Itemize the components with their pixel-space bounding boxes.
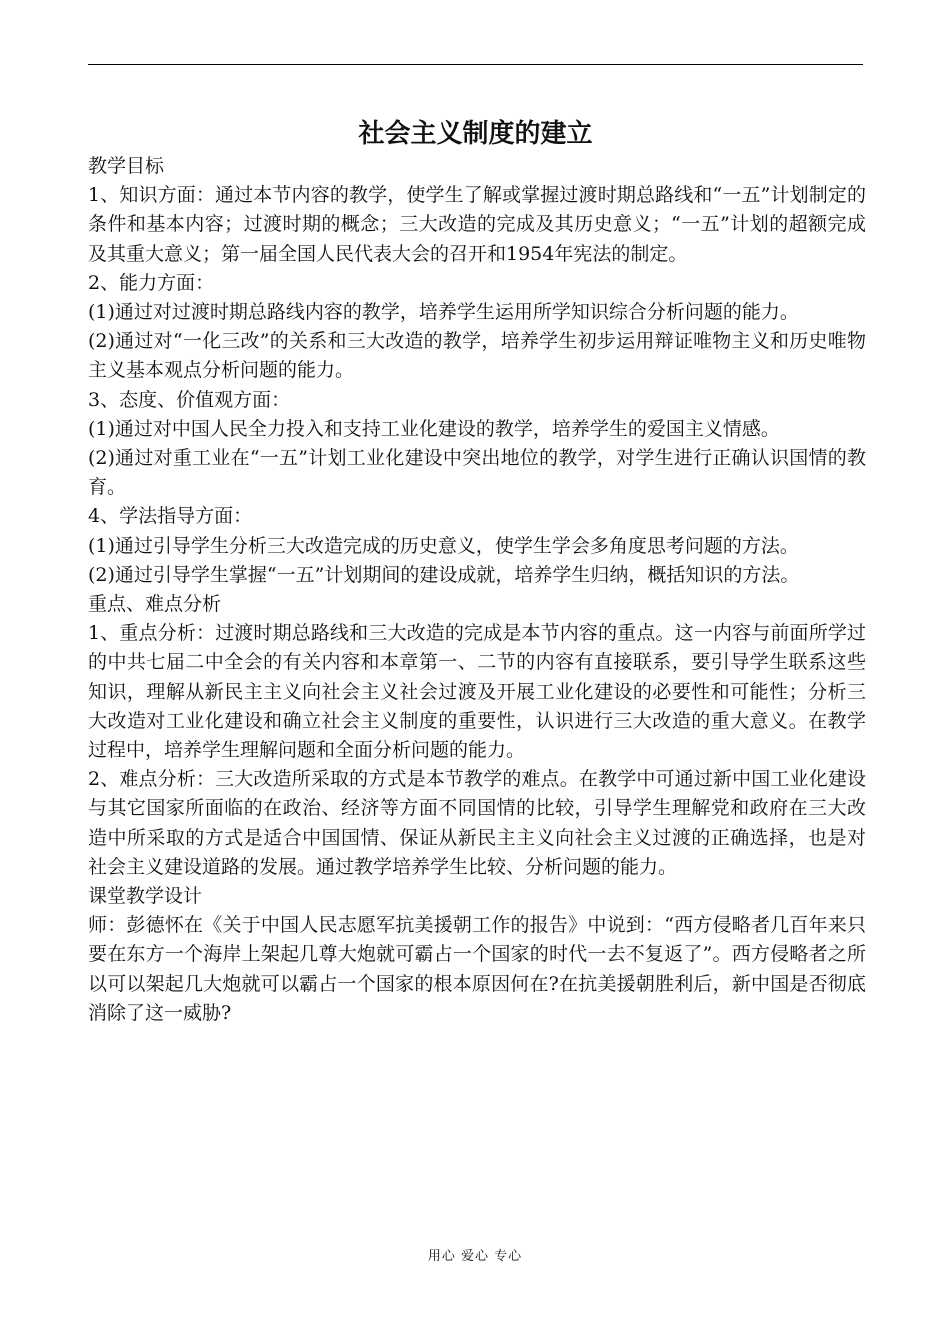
page-title: 社会主义制度的建立	[358, 119, 593, 149]
paragraph-attitude-2: (2)通过对重工业在“一五”计划工业化建设中突出地位的教学，对学生进行正确认识国情的教育。	[88, 447, 866, 499]
subheading-method: 4、学法指导方面：	[88, 505, 253, 528]
page-footer: 用心 爱心 专心	[427, 1249, 523, 1264]
subheading-attitude: 3、态度、价值观方面：	[88, 388, 291, 411]
paragraph-key-point: 1、重点分析：过渡时期总路线和三大改造的完成是本节内容的重点。这一内容与前面所学过的中共七届二中全会的有关内容和本章第一、二节的内容有直接联系，要引导学生联系这些知识，理解从新民主主义向社会主义社会过渡及开展工业化建设的必要性和可能性；分析三大改造对工业化建设和确立社会主义制度的重要性，认识进行三大改造的重大意义。在教学过程中，培养学生理解问题和全面分析问题的能力。	[88, 622, 866, 762]
paragraph-method-2: (2)通过引导学生掌握“一五”计划期间的建设成就，培养学生归纳，概括知识的方法。	[88, 563, 800, 586]
paragraph-teacher-intro: 师：彭德怀在《关于中国人民志愿军抗美援朝工作的报告》中说到：“西方侵略者几百年来只要在东方一个海岸上架起几尊大炮就可霸占一个国家的时代一去不复返了”。西方侵略者之所以可以架起几大炮就可以霸占一个国家的根本原因何在?在抗美援朝胜利后，新中国是否彻底消除了这一威胁?	[88, 914, 866, 1024]
paragraph-ability-1: (1)通过对过渡时期总路线内容的教学，培养学生运用所学知识综合分析问题的能力。	[88, 301, 799, 324]
section-heading-class-design: 课堂教学设计	[88, 885, 203, 908]
paragraph-knowledge: 1、知识方面：通过本节内容的教学，使学生了解或掌握过渡时期总路线和“一五”计划制定的条件和基本内容；过渡时期的概念；三大改造的完成及其历史意义；“一五”计划的超额完成及其重大意义；第一届全国人民代表大会的召开和1954年宪法的制定。	[88, 184, 866, 265]
paragraph-difficult-point: 2、难点分析：三大改造所采取的方式是本节教学的难点。在教学中可通过新中国工业化建设与其它国家所面临的在政治、经济等方面不同国情的比较，引导学生理解党和政府在三大改造中所采取的方式是适合中国国情、保证从新民主主义向社会主义过渡的正确选择，也是对社会主义建设道路的发展。通过教学培养学生比较、分析问题的能力。	[88, 768, 866, 878]
section-heading-key-points: 重点、难点分析	[88, 593, 222, 616]
paragraph-ability-2: (2)通过对“一化三改”的关系和三大改造的教学，培养学生初步运用辩证唯物主义和历史唯物主义基本观点分析问题的能力。	[88, 330, 866, 382]
section-heading-teaching-goals: 教学目标	[88, 155, 165, 177]
paragraph-attitude-1: (1)通过对中国人民全力投入和支持工业化建设的教学，培养学生的爱国主义情感。	[88, 417, 780, 440]
document-body	[88, 152, 866, 1028]
paragraph-method-1: (1)通过引导学生分析三大改造完成的历史意义，使学生学会多角度思考问题的方法。	[88, 534, 799, 557]
subheading-ability: 2、能力方面：	[88, 271, 215, 294]
header-rule	[88, 64, 863, 65]
